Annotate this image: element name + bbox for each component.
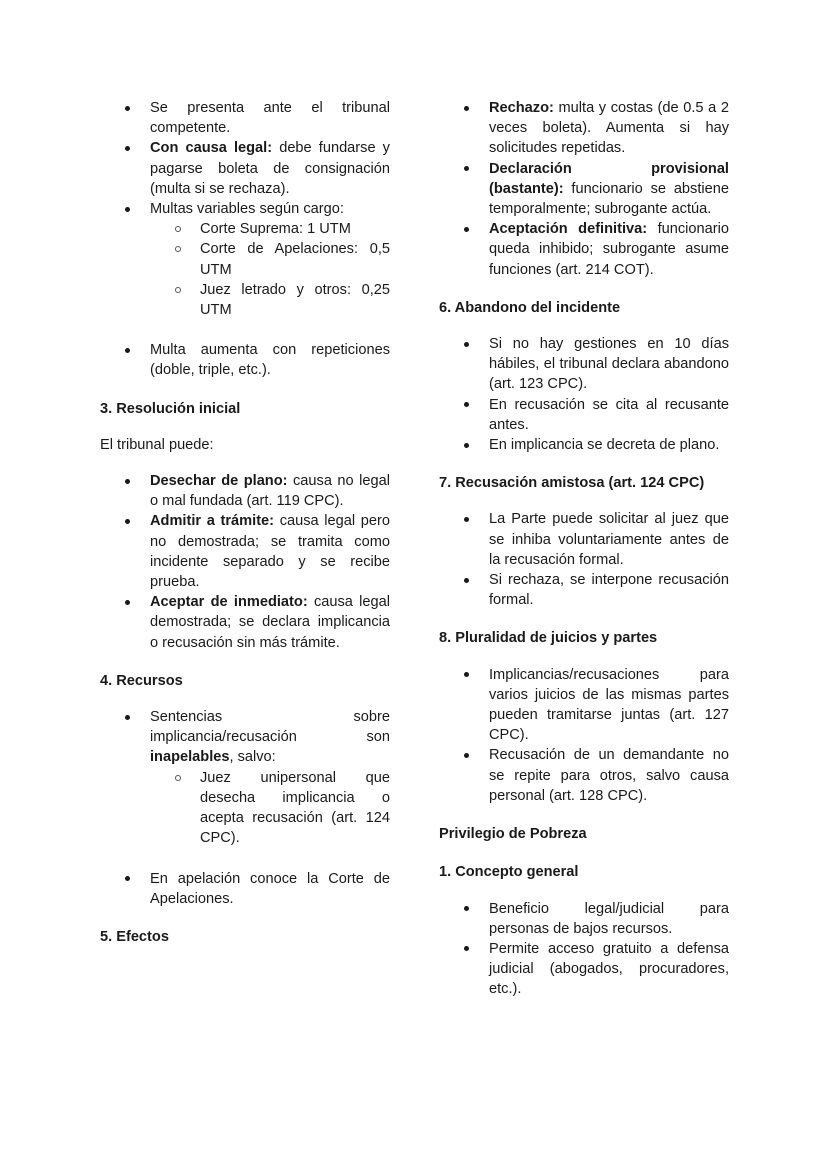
section-heading: 3. Resolución inicial [100,400,241,417]
section-heading: 4. Recursos [100,672,183,689]
list-item: Desechar de plano: causa no legal o mal fundada (art. 119 CPC). [150,473,390,510]
list-item: En apelación conoce la Corte de Apelaciones. [150,870,390,907]
concept-list [439,899,729,1000]
section-heading: 1. Concepto general [439,864,579,881]
repetition-list [100,340,390,380]
abandonment-list [439,334,729,455]
sublist-item: Corte Suprema: 1 UTM [200,221,351,238]
list-item: En recusación se cita al recusante antes. [489,396,729,433]
exceptions-sublist [150,768,390,849]
list-item: Implicancias/recusaciones para varios juicios de las mismas partes pueden tramitarse juntas (art. 127 CPC). [489,666,729,744]
list-item: Aceptar de inmediato: causa legal demostrada; se declara implicancia o recusación sin más trámite. [150,594,390,651]
list-item: Con causa legal: debe fundarse y pagarse boleta de consignación (multa si se rechaza). [150,140,390,197]
list-item: Multa aumenta con repeticiones (doble, triple, etc.). [150,342,390,379]
list-item: Aceptación definitiva: funcionario queda inhibido; subrogante asume funciones (art. 214 COT). [489,221,729,278]
right-column [439,98,729,1000]
appeals-list-continued [100,869,390,909]
appeals-list [100,707,390,848]
plurality-list [439,665,729,806]
list-item: Recusación de un demandante no se repite para otros, salvo causa personal (art. 128 CPC). [489,747,729,804]
chapter-heading: Privilegio de Pobreza [439,826,587,843]
list-item: Permite acceso gratuito a defensa judicial (abogados, procuradores, etc.). [489,940,729,998]
section-heading: 6. Abandono del incidente [439,299,621,316]
section-heading: 7. Recusación amistosa (art. 124 CPC) [439,475,705,492]
filing-requirements-list [100,98,390,320]
sublist-item: Juez unipersonal que desecha implicancia o acepta recusación (art. 124 CPC). [200,769,390,847]
fines-sublist [150,219,390,320]
list-item: La Parte puede solicitar al juez que se inhiba voluntariamente antes de la recusación formal. [489,511,729,568]
list-item: Rechazo: multa y costas (de 0.5 a 2 veces boleta). Aumenta si hay solicitudes repetidas. [489,100,729,157]
sublist-item: Corte de Apelaciones: 0,5 UTM [200,241,390,278]
paragraph: El tribunal puede: [100,436,214,453]
effects-list [439,98,729,280]
list-item: Sentencias sobre implicancia/recusación son inapelables, salvo: Juez unipersonal que desecha implicancia o acepta recusación (art. 124 CPC). [150,707,390,848]
left-column [100,98,390,947]
list-item: Si no hay gestiones en 10 días hábiles, el tribunal declara abandono (art. 123 CPC). [489,336,729,393]
list-item: Admitir a trámite: causa legal pero no demostrada; se tramita como incidente separado y se recibe prueba. [150,513,391,591]
list-item: En implicancia se decreta de plano. [489,437,720,454]
sublist-item: Juez letrado y otros: 0,25 UTM [200,281,390,319]
amicable-recusal-list [439,509,729,610]
list-item: Declaración provisional (bastante): funcionario se abstiene temporalmente; subrogante actúa. [489,160,729,218]
list-item: Si rechaza, se interpone recusación formal. [489,572,729,609]
list-item: Se presenta ante el tribunal competente. [150,100,390,137]
list-item: Multas variables según cargo: Corte Suprema: 1 UTM Corte de Apelaciones: 0,5 UTM Juez letrado y otros: 0,25 UTM [150,199,390,320]
resolution-options-list [100,471,390,653]
list-item: Beneficio legal/judicial para personas de bajos recursos. [489,900,729,937]
section-heading: 5. Efectos [100,928,169,945]
section-heading: 8. Pluralidad de juicios y partes [439,630,658,647]
